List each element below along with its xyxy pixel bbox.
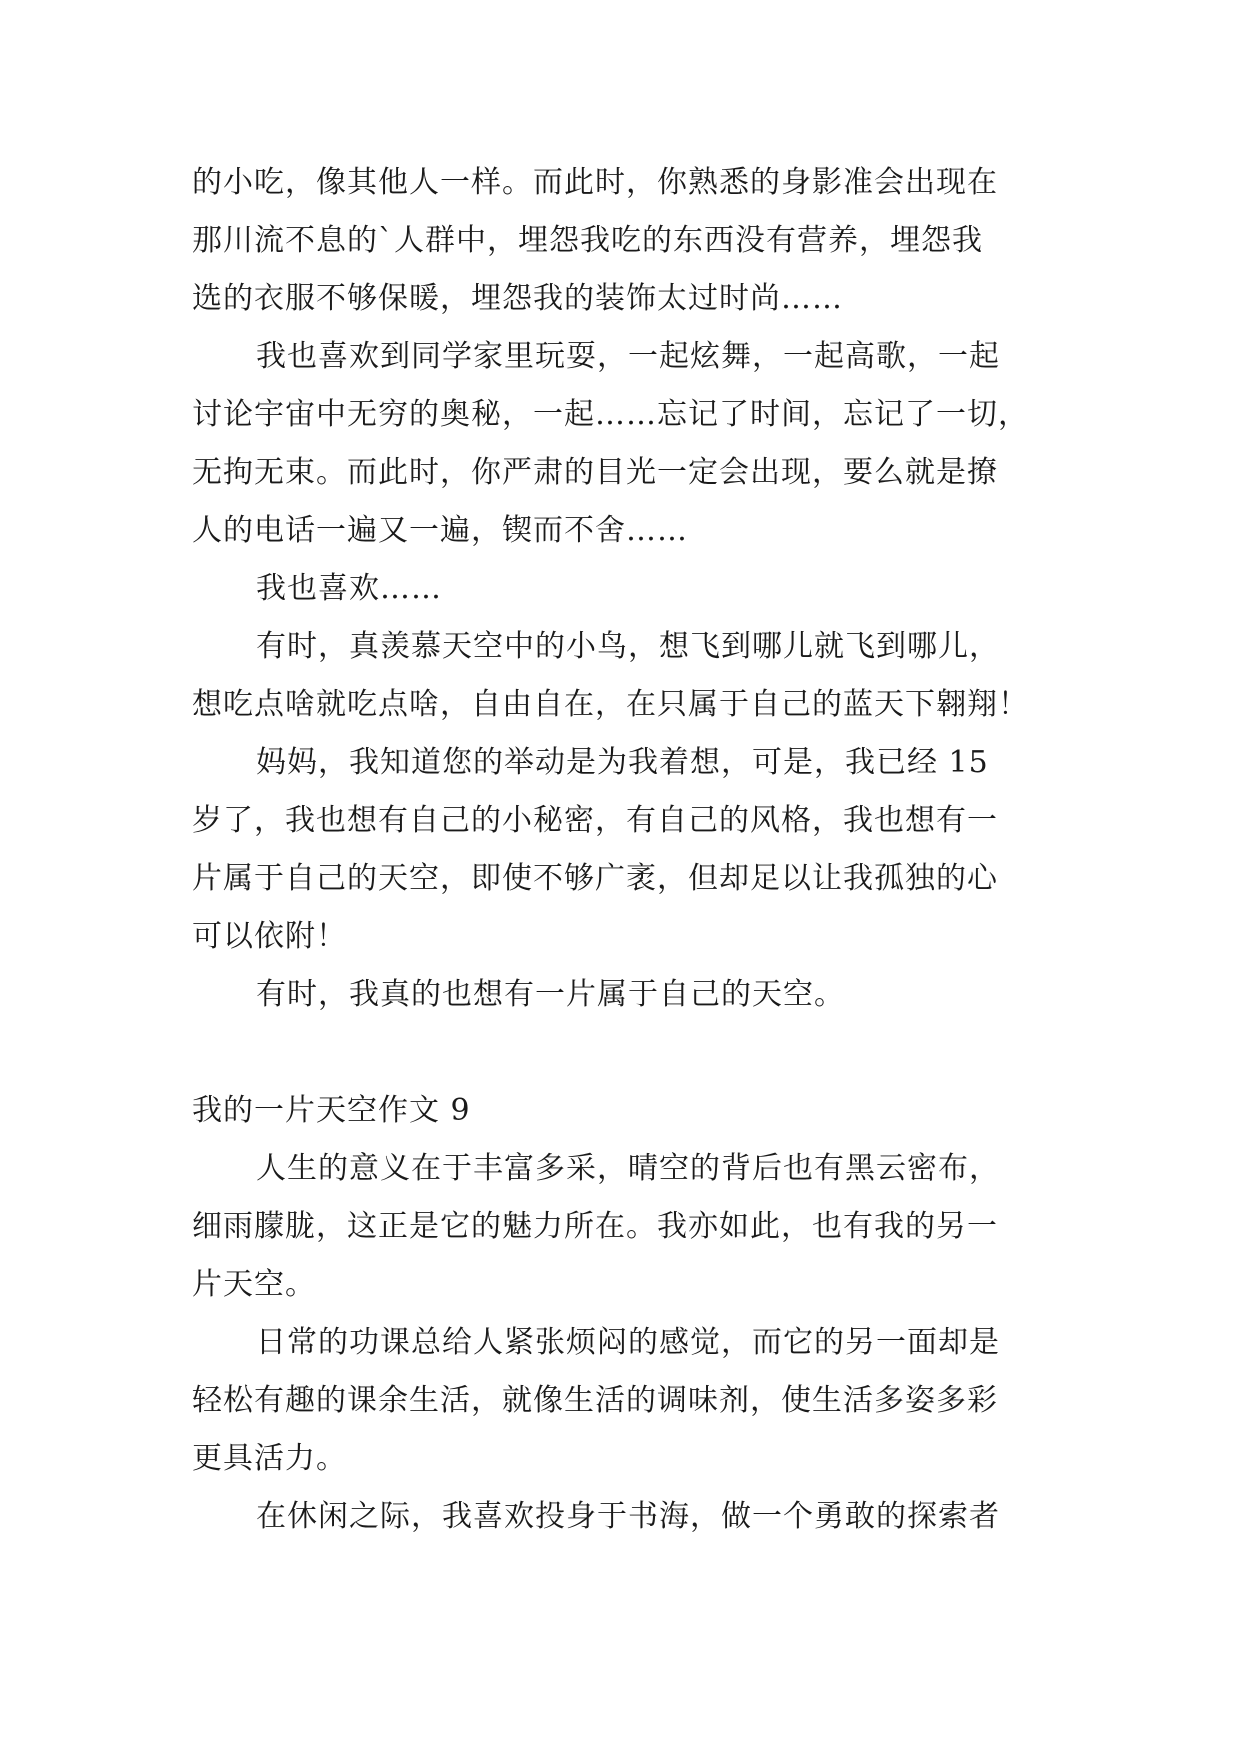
text-line: 想吃点啥就吃点啥，自由自在，在只属于自己的蓝天下翱翔！ (192, 687, 1029, 722)
text-line: 选的衣服不够保暖，埋怨我的装饰太过时尚…… (192, 281, 843, 316)
paragraph-start-line: 我也喜欢…… (256, 571, 442, 606)
section-gap (192, 1024, 1062, 1082)
text-line: 片天空。 (192, 1267, 316, 1302)
text-line: 轻松有趣的课余生活，就像生活的调味剂，使生活多姿多彩 (192, 1383, 998, 1418)
text-line: 更具活力。 (192, 1441, 347, 1476)
paragraph-start-line: 日常的功课总给人紧张烦闷的感觉，而它的另一面却是 (256, 1325, 1000, 1360)
text-line: 那川流不息的`人群中，埋怨我吃的东西没有营养，埋怨我 (192, 223, 983, 258)
paragraph-start-line: 人生的意义在于丰富多采，晴空的背后也有黑云密布， (256, 1151, 1000, 1186)
text-line: 讨论宇宙中无穷的奥秘，一起……忘记了时间，忘记了一切， (192, 397, 1029, 432)
paragraph-start-line: 妈妈，我知道您的举动是为我着想，可是，我已经 15 (256, 745, 989, 780)
document-body (192, 154, 1062, 1546)
text-line: 无拘无束。而此时，你严肃的目光一定会出现，要么就是撩 (192, 455, 998, 490)
paragraph-start-line: 有时，真羡慕天空中的小鸟，想飞到哪儿就飞到哪儿， (256, 629, 1000, 664)
text-line: 可以依附！ (192, 919, 347, 954)
text-line: 人的电话一遍又一遍，锲而不舍…… (192, 513, 688, 548)
text-line: 片属于自己的天空，即使不够广袤，但却足以让我孤独的心 (192, 861, 998, 896)
paragraph-start-line: 在休闲之际，我喜欢投身于书海，做一个勇敢的探索者 (256, 1499, 1000, 1534)
text-line: 细雨朦胧，这正是它的魅力所在。我亦如此，也有我的另一 (192, 1209, 998, 1244)
text-line: 的小吃，像其他人一样。而此时，你熟悉的身影准会出现在 (192, 165, 998, 200)
section-title: 我的一片天空作文 9 (192, 1093, 471, 1128)
paragraph-start-line: 我也喜欢到同学家里玩耍，一起炫舞，一起高歌，一起 (256, 339, 1000, 374)
text-line: 岁了，我也想有自己的小秘密，有自己的风格，我也想有一 (192, 803, 998, 838)
paragraph-start-line: 有时，我真的也想有一片属于自己的天空。 (256, 977, 845, 1012)
